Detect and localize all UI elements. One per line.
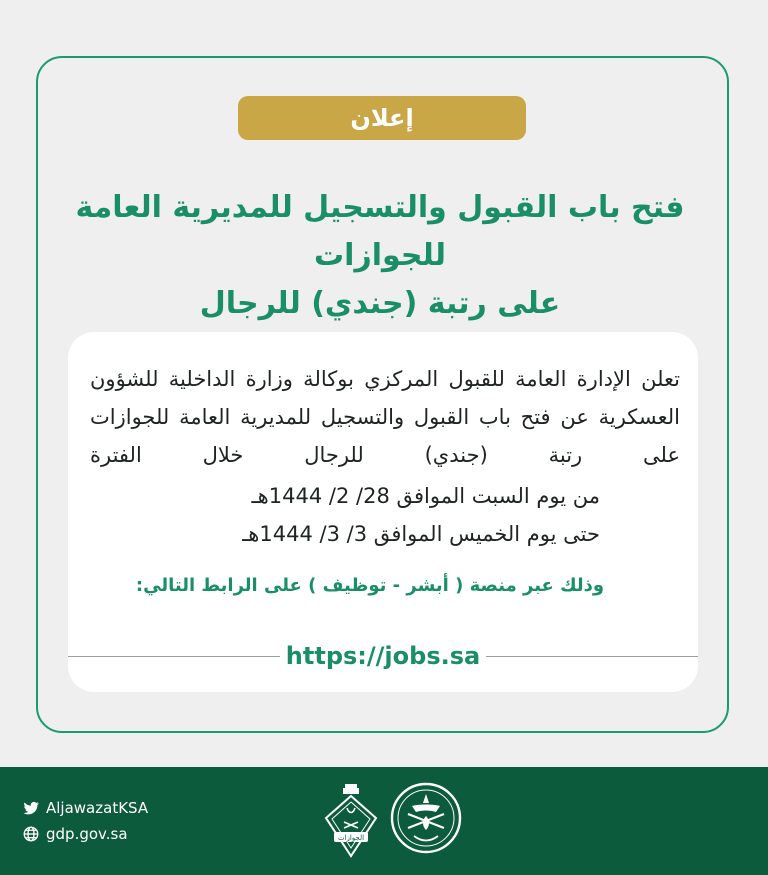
twitter-icon — [22, 799, 40, 817]
ministry-emblem-icon — [390, 782, 462, 854]
announcement-title — [50, 184, 710, 328]
globe-icon — [22, 825, 40, 843]
website-contact[interactable] — [22, 822, 128, 846]
twitter-handle: AljawazatKSA — [46, 799, 149, 817]
announcement-badge — [238, 96, 526, 140]
link-row — [68, 640, 698, 672]
jobs-link[interactable]: https://jobs.sa — [285, 642, 481, 670]
end-date: حتى يوم الخميس الموافق 3/ 3/ 1444هـ — [242, 522, 600, 546]
jawazat-emblem-icon — [320, 778, 382, 860]
start-date: من يوم السبت الموافق 28/ 2/ 1444هـ — [251, 484, 600, 508]
footer-bar — [0, 767, 768, 875]
link-divider-right — [486, 656, 698, 657]
website-url: gdp.gov.sa — [46, 825, 128, 843]
title-line-2: على رتبة (جندي) للرجال — [199, 286, 561, 321]
link-divider-left — [68, 656, 280, 657]
title-line-1: فتح باب القبول والتسجيل للمديرية العامة للجوازات — [75, 190, 685, 273]
twitter-contact[interactable] — [22, 796, 148, 820]
announcement-paragraph: تعلن الإدارة العامة للقبول المركزي بوكالة وزارة الداخلية للشؤون العسكرية عن فتح باب القبول والتسجيل للمديرية العامة للجوازات على رتبة (جندي) للرجال خلال الفترة — [90, 367, 680, 467]
emblem-label: الجوازات — [337, 834, 365, 842]
platform-note: وذلك عبر منصة ( أبشر - توظيف ) على الرابط التالي: — [135, 575, 605, 596]
badge-label: إعلان — [350, 104, 414, 132]
